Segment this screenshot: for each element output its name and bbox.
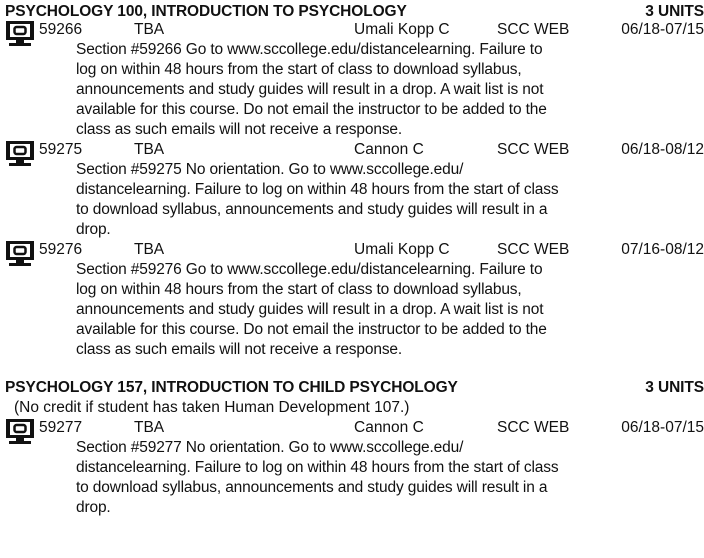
section-instructor: Umali Kopp C bbox=[354, 241, 450, 258]
section-instructor: Umali Kopp C bbox=[354, 21, 450, 38]
course-title: PSYCHOLOGY 100, INTRODUCTION TO PSYCHOLOGY bbox=[5, 3, 407, 20]
course-units: 3 UNITS bbox=[645, 379, 704, 396]
section-note: Section #59277 No orientation. Go to www.sccollege.edu/ distancelearning. Failure to log on within 48 hours from the start of class to download syllabus, announcements and study guides will result in a drop. bbox=[76, 439, 559, 516]
section-number: 59266 bbox=[39, 21, 83, 38]
section-number: 59275 bbox=[39, 141, 83, 158]
section-location: SCC WEB bbox=[497, 241, 570, 258]
section-location: SCC WEB bbox=[497, 141, 570, 158]
section-note: Section #59276 Go to www.sccollege.edu/distancelearning. Failure to log on within 48 hours from the start of class to download syllabus, announcements and study guides will result in a drop. A wait list is not available for this course. Do not email the instructor to be added to the class as such emails will not receive a response. bbox=[76, 261, 547, 358]
section-dates: 07/16-08/12 bbox=[621, 241, 704, 258]
section-block bbox=[5, 418, 704, 518]
section-block bbox=[5, 240, 704, 360]
section-days: TBA bbox=[134, 241, 165, 258]
section-row bbox=[5, 20, 704, 40]
section-note: Section #59275 No orientation. Go to www.sccollege.edu/ distancelearning. Failure to log on within 48 hours from the start of class to download syllabus, announcements and study guides will result in a drop. bbox=[76, 161, 559, 238]
computer-monitor-icon bbox=[5, 241, 35, 267]
section-dates: 06/18-07/15 bbox=[621, 419, 704, 436]
course-title: PSYCHOLOGY 157, INTRODUCTION TO CHILD PSYCHOLOGY bbox=[5, 379, 458, 396]
section-row bbox=[5, 140, 704, 160]
course-heading bbox=[5, 2, 704, 22]
section-row bbox=[5, 240, 704, 260]
section-note: Section #59266 Go to www.sccollege.edu/distancelearning. Failure to log on within 48 hours from the start of class to download syllabus, announcements and study guides will result in a drop. A wait list is not available for this course. Do not email the instructor to be added to the class as such emails will not receive a response. bbox=[76, 41, 547, 138]
section-block bbox=[5, 140, 704, 240]
section-instructor: Cannon C bbox=[354, 141, 424, 158]
section-number: 59276 bbox=[39, 241, 83, 258]
section-location: SCC WEB bbox=[497, 21, 570, 38]
section-block bbox=[5, 20, 704, 140]
section-row bbox=[5, 418, 704, 438]
section-days: TBA bbox=[134, 21, 165, 38]
section-dates: 06/18-08/12 bbox=[621, 141, 704, 158]
section-instructor: Cannon C bbox=[354, 419, 424, 436]
course-units: 3 UNITS bbox=[645, 3, 704, 20]
section-days: TBA bbox=[134, 419, 165, 436]
course-prerequisite-note: (No credit if student has taken Human Development 107.) bbox=[14, 399, 410, 416]
computer-monitor-icon bbox=[5, 141, 35, 167]
section-dates: 06/18-07/15 bbox=[621, 21, 704, 38]
course-heading bbox=[5, 378, 704, 398]
section-days: TBA bbox=[134, 141, 165, 158]
computer-monitor-icon bbox=[5, 21, 35, 47]
computer-monitor-icon bbox=[5, 419, 35, 445]
section-number: 59277 bbox=[39, 419, 83, 436]
section-location: SCC WEB bbox=[497, 419, 570, 436]
